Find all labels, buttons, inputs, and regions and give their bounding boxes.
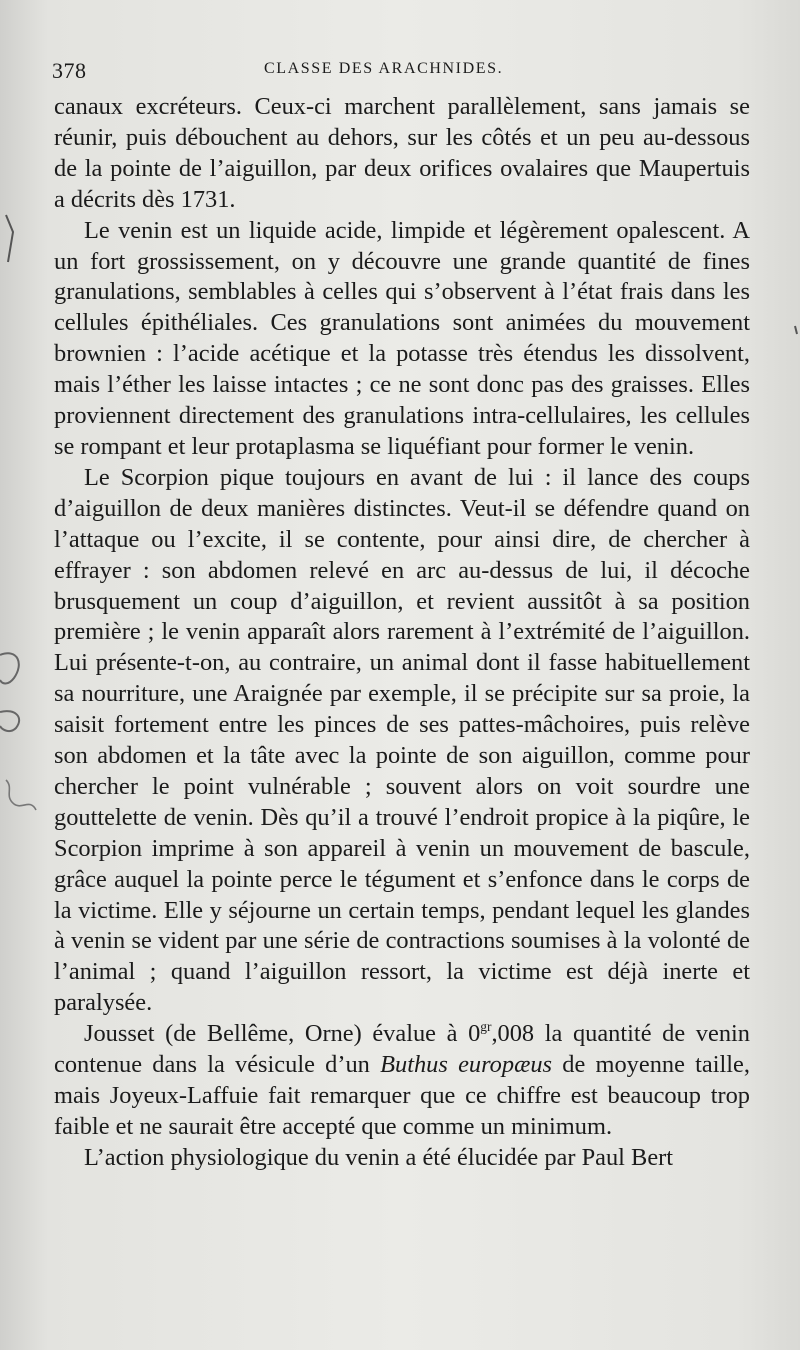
margin-loop-mark-2 [0, 711, 19, 731]
quantity-text-end: de moyenne taille, mais Joyeux-Laffuie fait remarquer que ce chiffre est beaucoup trop faible et ne saurait être accepté que comme un minimum. [54, 1051, 750, 1140]
quantity-text-middle: ,008 la quantité de venin contenue dans la vésicule d’un [54, 1020, 750, 1079]
gram-superscript: gr [480, 1019, 492, 1035]
margin-loop-mark-1 [0, 653, 19, 683]
paragraph-physiological-action: L’action physiologique du venin a été élucidée par Paul Bert [84, 1143, 674, 1171]
page-number: 378 [52, 58, 87, 83]
body-text [54, 92, 750, 1174]
paragraph-venom-description: Le venin est un liquide acide, limpide et légèrement opalescent. A un fort grossissement, on y découvre une grande quantité de fines granulations, semblables à celles qui s’observent à l’état frais dans les cellules épithéliales. Ces granulations sont animées du mouvement brownien : l’acide acétique et la potasse très étendus les dissolvent, mais l’éther les laisse intactes ; ce ne sont donc pas des graisses. Elles proviennent directement des granulations intra-cellulaires, les cellules se rompant et leur protaplasma se liquéfiant pour former le venin. [54, 216, 750, 460]
species-name: Buthus europæus [380, 1051, 553, 1079]
paragraph-venom-quantity [54, 1019, 750, 1143]
running-head: CLASSE DES ARACHNIDES. [264, 60, 504, 77]
quantity-text-start: Jousset (de Bellême, Orne) évalue à 0 [84, 1020, 481, 1048]
paragraph-sting-behavior: Le Scorpion pique toujours en avant de lui : il lance des coups d’aiguillon de deux manières distinctes. Veut-il se défendre quand on l’attaque ou l’excite, il se contente, pour ainsi dire, de chercher à effrayer : son abdomen relevé en arc au-dessus de lui, il décoche brusquement un coup d’aiguillon, et revient aussitôt à sa position première ; le venin apparaît alors rarement à l’extrémité de l’aiguillon. Lui présente-t-on, au contraire, un animal dont il fasse habituellement sa nourriture, une Araignée par exemple, il se précipite sur sa proie, la saisit fortement entre les pinces de ses pattes-mâchoires, puis relève son abdomen et la tâte avec la pointe de son aiguillon, comme pour chercher le point vulnérable ; souvent alors on voit sourdre une gouttelette de venin. Dès qu’il a trouvé l’endroit propice à la piqûre, le Scorpion imprime à son appareil à venin un mouvement de bascule, grâce auquel la pointe perce le tégument et s’enfonce dans le corps de la victime. Elle y séjourne un certain temps, pendant lequel les glandes à venin se vident par une série de contractions soumises à la volonté de l’animal ; quand l’aiguillon ressort, la victime est déjà inerte et paralysée. [54, 463, 750, 1017]
paragraph-continuation: canaux excréteurs. Ceux-ci marchent parallèlement, sans jamais se réunir, puis débouchent au dehors, sur les côtés et un peu au-dessous de la pointe de l’aiguillon, par deux orifices ovalaires que Maupertuis a décrits dès 1731. [54, 93, 750, 213]
margin-dot-mark [795, 326, 797, 334]
margin-bracket-mark [6, 215, 13, 262]
page-header [52, 58, 752, 88]
margin-squiggle-mark [6, 780, 36, 810]
